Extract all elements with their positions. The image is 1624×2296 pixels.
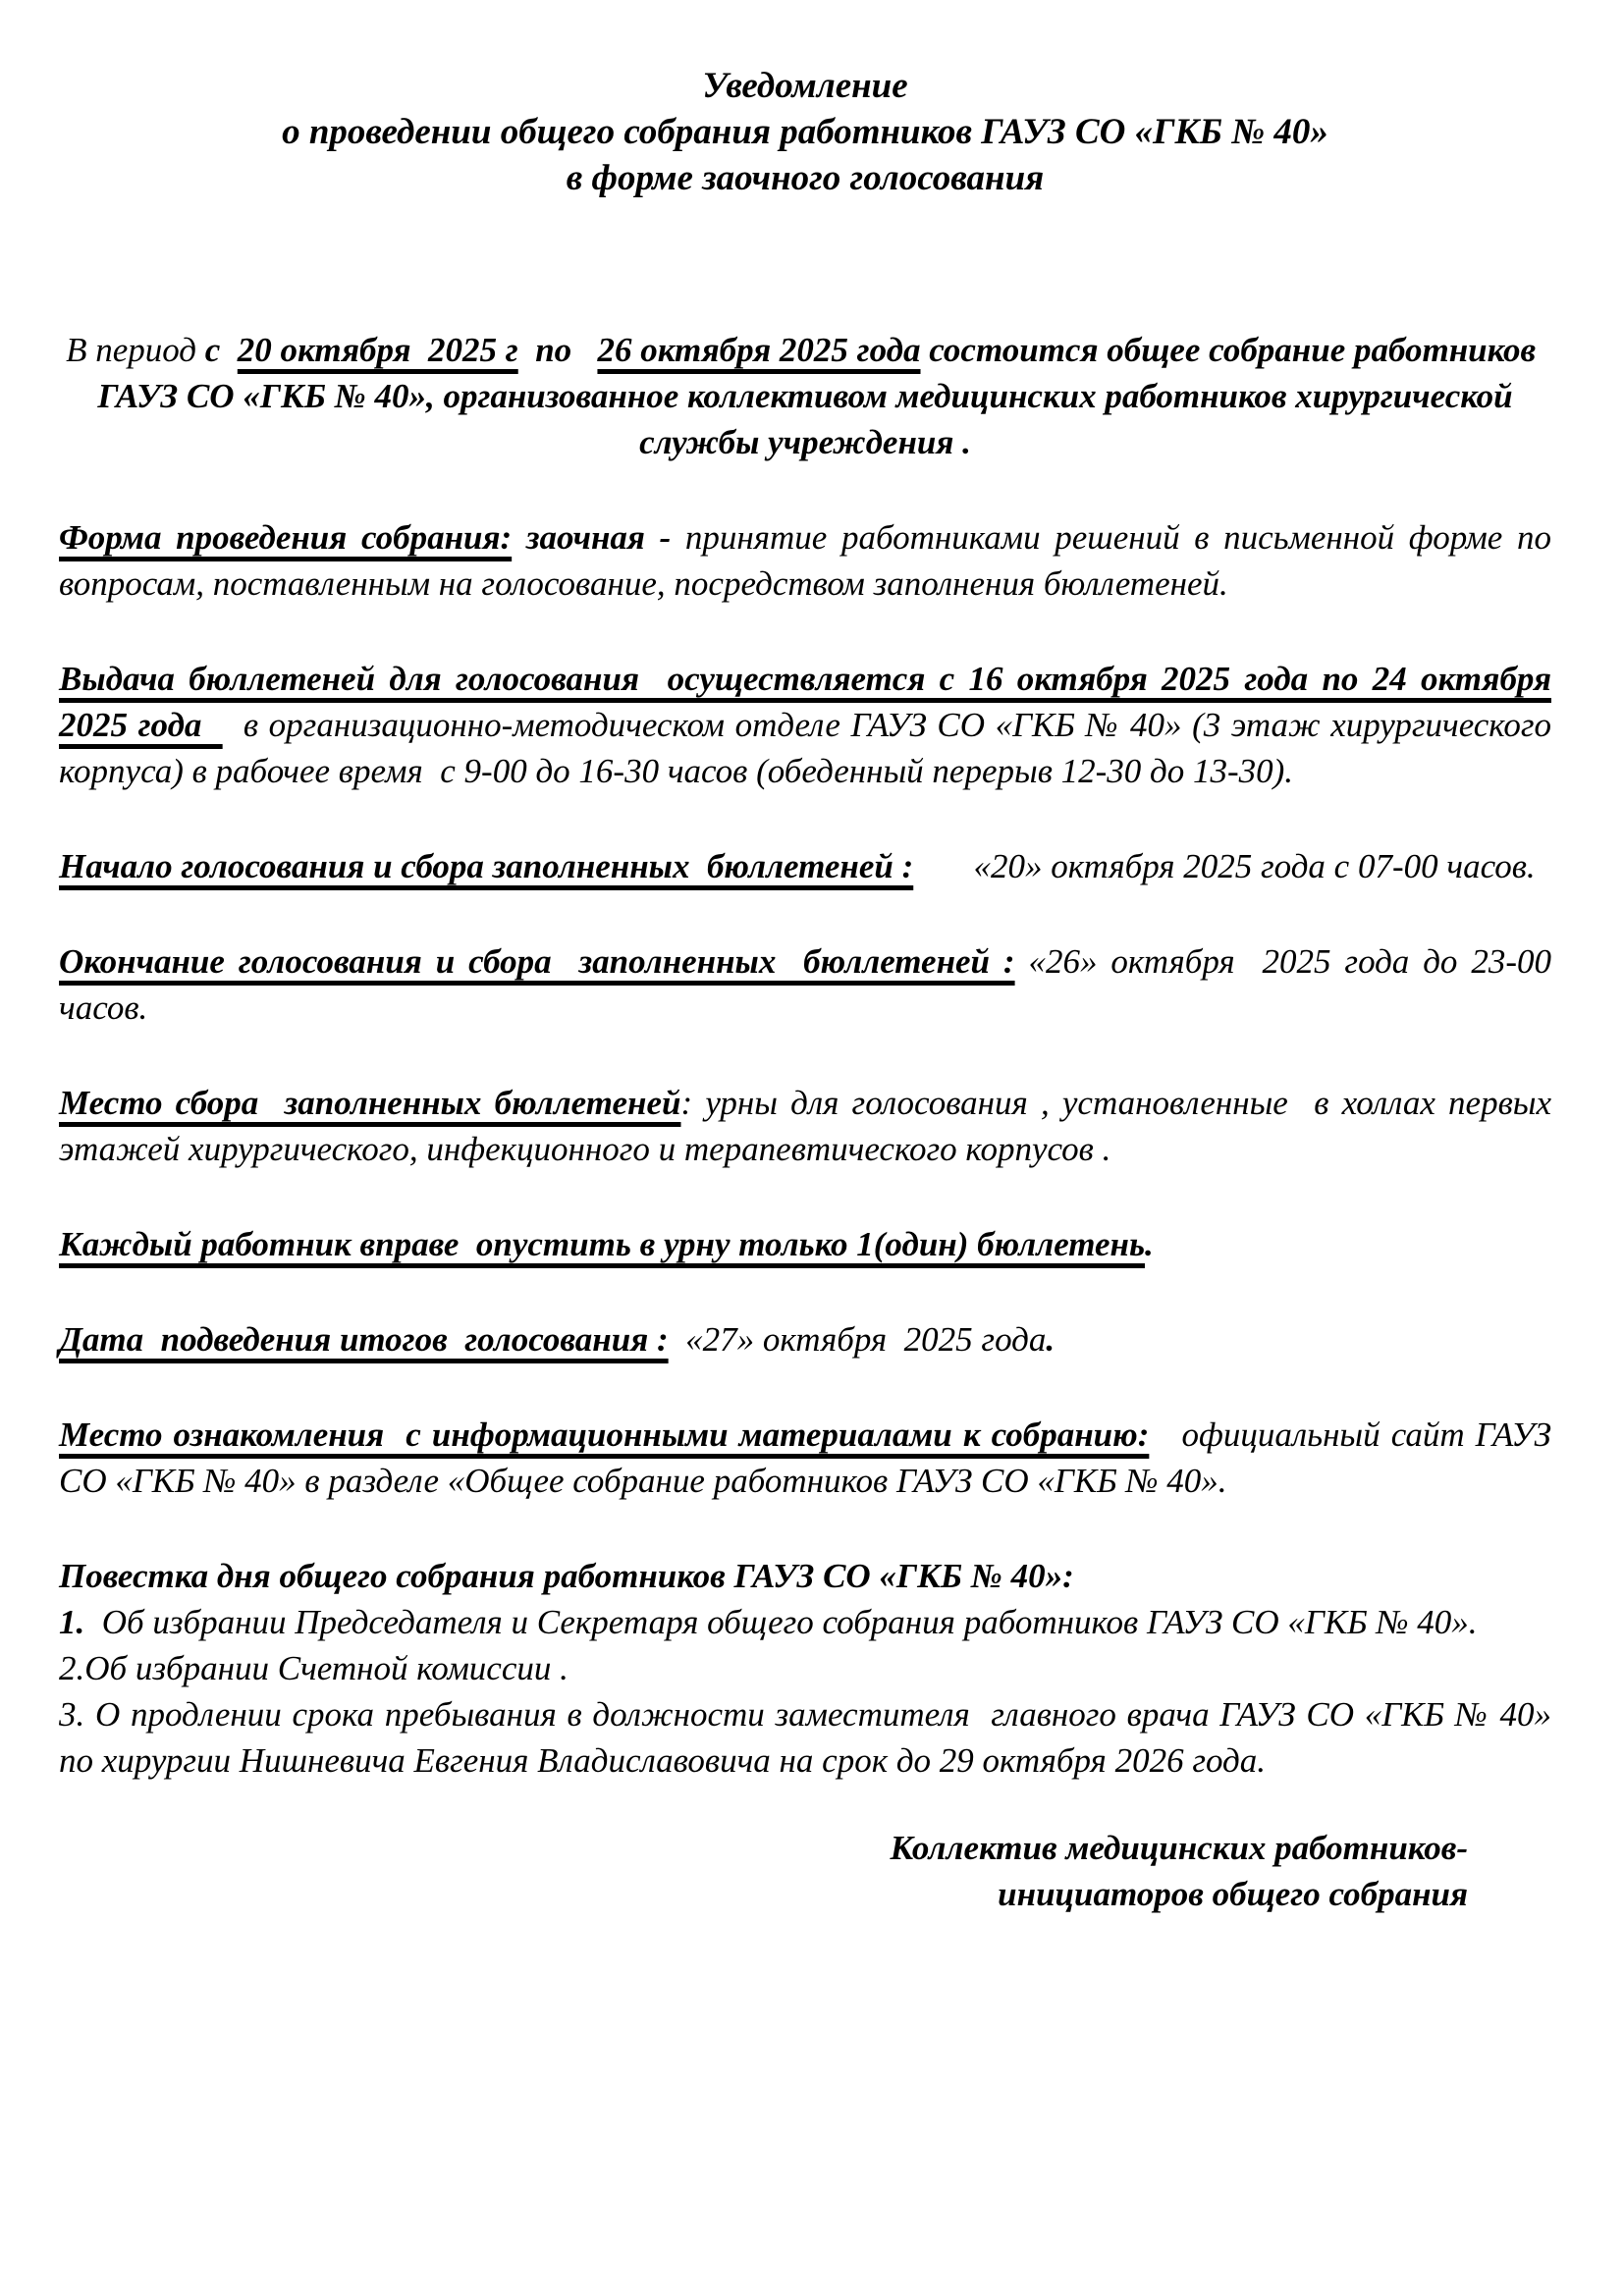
text-run: с — [204, 331, 238, 369]
text-run: Место сбора заполненных бюллетеней — [59, 1084, 681, 1122]
text-run: Каждый работник вправе опустить в урну только 1(один) бюллетень — [59, 1225, 1145, 1263]
text-run: Выдача бюллетеней для голосования осуществляется с 16 октября 2025 года по 24 октября 2025 года — [59, 660, 1551, 744]
signature-block — [59, 1825, 1551, 1917]
agenda-item-2 — [59, 1645, 1551, 1691]
text-run: Повестка дня общего собрания работников ГАУЗ СО «ГКБ № 40»: — [59, 1557, 1074, 1595]
text-run: состоится общее собрание работников ГАУЗ СО «ГКБ № 40», организованное коллективом медицинских работников хирургической службы учреждения . — [97, 331, 1544, 461]
paragraph-meeting-period — [59, 327, 1551, 465]
paragraph-meeting-form — [59, 514, 1551, 607]
agenda-header — [59, 1553, 1551, 1599]
text-run: Форма проведения собрания: — [59, 518, 513, 557]
text-run: «26» октября 2025 года до 23-00 часов. — [59, 942, 1551, 1027]
text-run: «27» октября 2025 года — [668, 1320, 1047, 1359]
title-line-1: Уведомление — [702, 66, 908, 106]
text-run: по — [517, 331, 598, 369]
text-run: 26 октября 2025 года — [597, 331, 921, 369]
text-run: Дата подведения итогов голосования : — [59, 1320, 669, 1359]
agenda-section — [59, 1553, 1551, 1784]
signature-line-1: Коллектив медицинских работников- — [890, 1829, 1468, 1867]
paragraph-voting-start — [59, 843, 1551, 889]
text-run: Об избрании Председателя и Секретаря общего собрания работников ГАУЗ СО «ГКБ № 40». — [84, 1603, 1478, 1641]
text-run: Начало голосования и сбора заполненных бюллетеней : — [59, 847, 914, 885]
text-run: официальный сайт ГАУЗ СО «ГКБ № 40» в разделе «Общее собрание работников ГАУЗ СО «ГКБ № 40». — [59, 1415, 1551, 1500]
title-line-2: о проведении общего собрания работников ГАУЗ СО «ГКБ № 40» — [282, 112, 1328, 152]
paragraph-results-date — [59, 1316, 1551, 1362]
text-run: заочная - — [512, 518, 685, 557]
paragraph-voting-end — [59, 938, 1551, 1031]
agenda-item-3 — [59, 1691, 1551, 1784]
text-run: 3. О продлении срока пребывания в должности заместителя главного врача ГАУЗ СО «ГКБ № 40» по хирургии Нишневича Евгения Владиславовича на срок до 29 октября 2026 года. — [59, 1695, 1551, 1780]
text-run: . — [1145, 1225, 1154, 1263]
signature-line-2: инициаторов общего собрания — [998, 1875, 1468, 1913]
text-run: в организационно-методическом отделе ГАУЗ СО «ГКБ № 40» (3 этаж хирургического корпуса) в рабочее время с 9-00 до 16-30 часов (обеденный перерыв 12-30 до 13-30). — [59, 706, 1551, 790]
agenda-item-1 — [59, 1599, 1551, 1645]
paragraph-one-ballot-rule — [59, 1221, 1551, 1267]
text-run: 1. — [59, 1603, 85, 1641]
text-run: . — [1046, 1320, 1056, 1359]
text-run: 20 октября 2025 г — [237, 331, 518, 369]
paragraph-ballot-collection-place — [59, 1080, 1551, 1172]
title-line-3: в форме заочного голосования — [566, 158, 1045, 198]
notice-title — [59, 63, 1551, 201]
text-run: «20» октября 2025 года с 07-00 часов. — [913, 847, 1536, 885]
paragraph-information-materials — [59, 1412, 1551, 1504]
text-run: : урны для голосования , установленные в холлах первых этажей хирургического, инфекционного и терапевтического корпусов . — [59, 1084, 1551, 1168]
text-run: В период — [66, 331, 205, 369]
text-run: 2.Об избрании Счетной комиссии . — [59, 1649, 568, 1687]
paragraph-ballot-issuance — [59, 656, 1551, 794]
text-run: принятие работниками решений в письменной форме по вопросам, поставленным на голосование, посредством заполнения бюллетеней. — [59, 518, 1551, 603]
text-run: Место ознакомления с информационными материалами к собранию: — [59, 1415, 1150, 1454]
text-run: Окончание голосования и сбора заполненных бюллетеней : — [59, 942, 1015, 981]
